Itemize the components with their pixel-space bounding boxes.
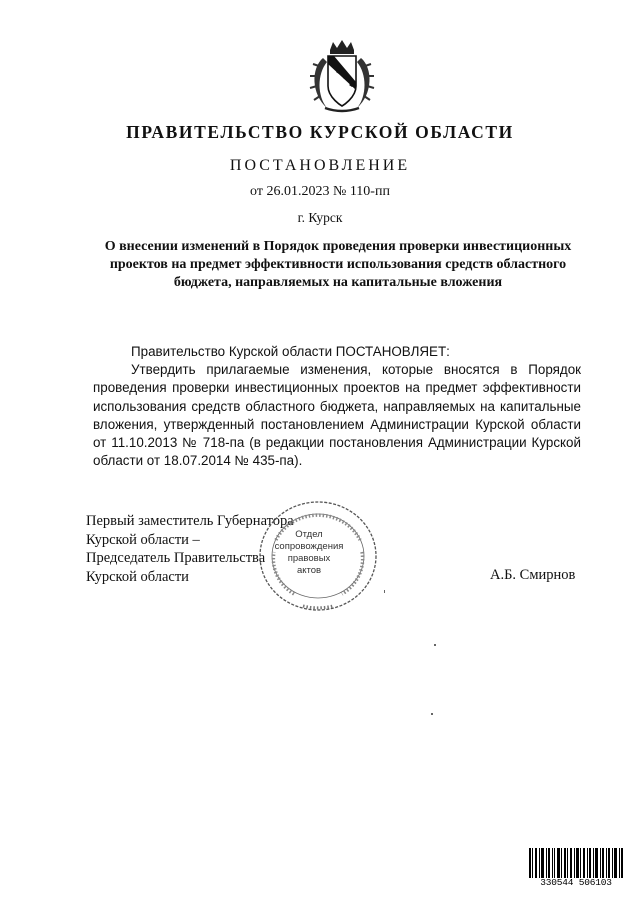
seal-inner-text [258,529,360,577]
scan-speck [384,590,385,593]
document-date-number: от 26.01.2023 № 110-пп [250,184,390,199]
signatory-position-line: Председатель Правительства [86,550,266,566]
decree-text: Утвердить прилагаемые изменения, которые вносятся в Порядок проведения проверки инвестиционных проектов на предмет эффективности использования средств областного бюджета, направляемых на капитальные вложения, утвержденный постановлением Администрации Курской области от 11.10.2013 № 718-па (в редакции постановления Администрации Курской области от 18.07.2014 № 435-па). [93,362,581,469]
seal-text-line: актов [296,565,322,576]
signatory-position-line: Первый заместитель Губернатора [86,513,294,529]
barcode-number: 330544 506103 [540,877,612,888]
decree-line: Правительство Курской области ПОСТАНОВЛЯЕТ: [131,344,450,359]
government-title: ПРАВИТЕЛЬСТВО КУРСКОЙ ОБЛАСТИ [126,122,514,142]
document-city: г. Курск [297,210,343,225]
signatory-position-line: Курской области – [86,531,200,548]
document-subject: О внесении изменений в Порядок проведения проверки инвестиционных проектов на предмет эффективности использования средств областного бюджета, направляемых на капитальные вложения [104,239,572,290]
signatory-position-line: Курской области [86,568,189,585]
seal-text-line: Отдел [295,529,323,540]
seal-text-line: сопровождения [274,541,344,552]
scan-speck [431,713,433,715]
coat-of-arms-icon [303,38,381,116]
document-body [93,343,581,470]
seal-text-line: правовых [287,553,331,564]
scan-speck [434,644,436,646]
document-type: ПОСТАНОВЛЕНИЕ [229,157,411,174]
signatory-name: А.Б. Смирнов [490,567,576,583]
